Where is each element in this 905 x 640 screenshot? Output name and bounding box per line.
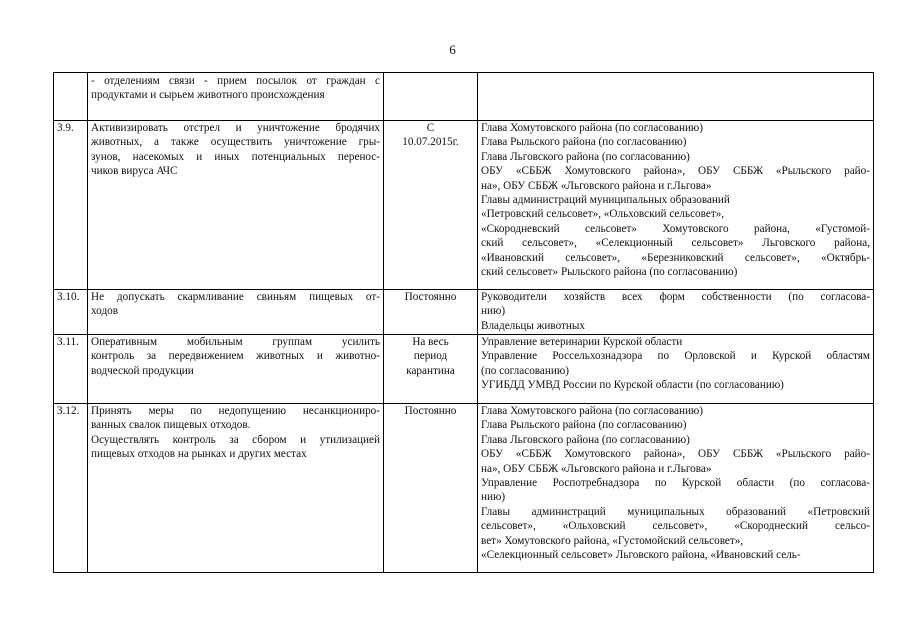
deadline-text-line: 10.07.2015г. — [402, 136, 459, 149]
responsible-text-line: Управление Россельхознадзора по Орловской и Курской областям — [481, 350, 870, 363]
responsible-text-line: Руководители хозяйств всех форм собственности (по согласова- — [481, 291, 870, 303]
responsible-text-line: на», ОБУ СББЖ «Льговского района и г.Льгова» — [481, 179, 712, 192]
item-number-cell — [54, 404, 88, 573]
responsible-cell — [478, 290, 874, 335]
action-text-line: - отделениям связи - прием посылок от граждан с — [91, 75, 380, 87]
item-number-cell — [54, 335, 88, 404]
action-cell — [88, 335, 384, 404]
responsible-text-line: «Селекционный сельсовет» Льговского района, «Ивановский сель- — [481, 549, 801, 562]
responsible-text-line: ОБУ «СББЖ Хомутовского района», ОБУ СББЖ «Рыльского райо- — [481, 448, 870, 461]
responsible-text-line: Глава Рыльского района (по согласованию) — [481, 136, 687, 149]
deadline-text-line: Постоянно — [404, 291, 457, 303]
table-row — [54, 404, 874, 573]
responsible-cell — [478, 404, 874, 573]
responsible-text-line: Владельцы животных — [481, 319, 586, 332]
deadline-cell — [384, 121, 478, 290]
responsible-text-line: «Скородневский сельсовет» Хомутовского района, «Густомой- — [481, 222, 870, 235]
measures-table — [53, 72, 874, 573]
table-row — [54, 290, 874, 335]
item-number: 3.9. — [57, 122, 74, 134]
responsible-cell — [478, 73, 874, 121]
action-cell — [88, 290, 384, 335]
responsible-text-line: УГИБДД УМВД России по Курской области (по согласованию) — [481, 379, 784, 392]
action-text-line: Активизировать отстрел и уничтожение бродячих — [91, 122, 380, 134]
responsible-text-line: ский сельсовет», «Селекционный сельсовет» Льговского района, — [481, 237, 870, 250]
action-text-line: ванных свалок пищевых отходов. — [91, 419, 251, 432]
action-text-line: Не допускать скармливание свиньям пищевых от- — [91, 291, 380, 303]
item-number: 3.11. — [57, 336, 79, 348]
action-cell — [88, 73, 384, 121]
responsible-text-line: Глава Хомутовского района (по согласованию) — [481, 405, 704, 417]
responsible-text-line: Управление Роспотребнадзора по Курской области (по согласова- — [481, 477, 870, 490]
item-number-cell — [54, 73, 88, 121]
item-number: 3.10. — [57, 291, 80, 303]
responsible-text-line: нию) — [481, 491, 506, 504]
action-text-line: продуктами и сырьем животного происхождения — [91, 89, 325, 102]
action-text-line: водческой продукции — [91, 364, 194, 377]
action-cell — [88, 404, 384, 573]
action-text-line: животных, а также осуществить уничтожение гры- — [91, 136, 380, 149]
deadline-text-line: карантина — [406, 364, 455, 377]
table-row — [54, 73, 874, 121]
responsible-cell — [478, 121, 874, 290]
deadline-cell — [384, 404, 478, 573]
action-text-line: зунов, насекомых и иных потенциальных перенос- — [91, 150, 380, 163]
item-number-cell — [54, 121, 88, 290]
responsible-text-line: (по согласованию) — [481, 364, 569, 377]
deadline-cell — [384, 335, 478, 404]
responsible-text-line: ОБУ «СББЖ Хомутовского района», ОБУ СББЖ «Рыльского райо- — [481, 165, 870, 178]
page-number: 6 — [449, 42, 456, 57]
responsible-text-line: Глава Льговского района (по согласованию) — [481, 150, 690, 163]
deadline-text-line: период — [413, 350, 448, 363]
responsible-text-line: сельсовет», «Ольховский сельсовет», «Скороднеский сельсо- — [481, 520, 870, 533]
responsible-text-line: Глава Рыльского района (по согласованию) — [481, 419, 687, 432]
deadline-text-line: Постоянно — [404, 405, 457, 417]
deadline-cell — [384, 73, 478, 121]
action-text-line: Осуществлять контроль за сбором и утилизацией — [91, 433, 380, 446]
responsible-text-line: Управление ветеринарии Курской области — [481, 336, 683, 348]
table-row — [54, 121, 874, 290]
action-text-line: контроль за передвижением животных и животно- — [91, 350, 380, 363]
action-text-line: пищевых отходов на рынках и других местах — [91, 448, 307, 461]
responsible-text-line: Главы администраций муниципальных образований — [481, 194, 730, 207]
deadline-cell — [384, 290, 478, 335]
action-text-line: Оперативным мобильным группам усилить — [91, 336, 380, 348]
deadline-text-line: С — [426, 122, 435, 134]
responsible-text-line: «Петровский сельсовет», «Ольховский сельсовет», — [481, 208, 725, 221]
item-number-cell — [54, 290, 88, 335]
responsible-cell — [478, 335, 874, 404]
responsible-text-line: «Ивановский сельсовет», «Березниковский сельсовет», «Октябрь- — [481, 251, 870, 264]
responsible-text-line: ский сельсовет» Рыльского района (по согласованию) — [481, 266, 738, 279]
item-number: 3.12. — [57, 405, 80, 417]
action-text-line: ходов — [91, 305, 119, 318]
responsible-text-line: нию) — [481, 305, 506, 318]
table-row — [54, 335, 874, 404]
action-text-line: чиков вируса АЧС — [91, 165, 178, 178]
responsible-text-line: Глава Льговского района (по согласованию) — [481, 433, 690, 446]
responsible-text-line: Главы администраций муниципальных образований «Петровский — [481, 505, 870, 518]
action-cell — [88, 121, 384, 290]
action-text-line: Принять меры по недопущению несанкциониро- — [91, 405, 380, 417]
responsible-text-line: Глава Хомутовского района (по согласованию) — [481, 122, 704, 134]
responsible-text-line: вет» Хомутовского района, «Густомойский сельсовет», — [481, 534, 744, 547]
responsible-text-line: на», ОБУ СББЖ «Льговского района и г.Льгова» — [481, 462, 712, 475]
deadline-text-line: На весь — [412, 336, 449, 348]
